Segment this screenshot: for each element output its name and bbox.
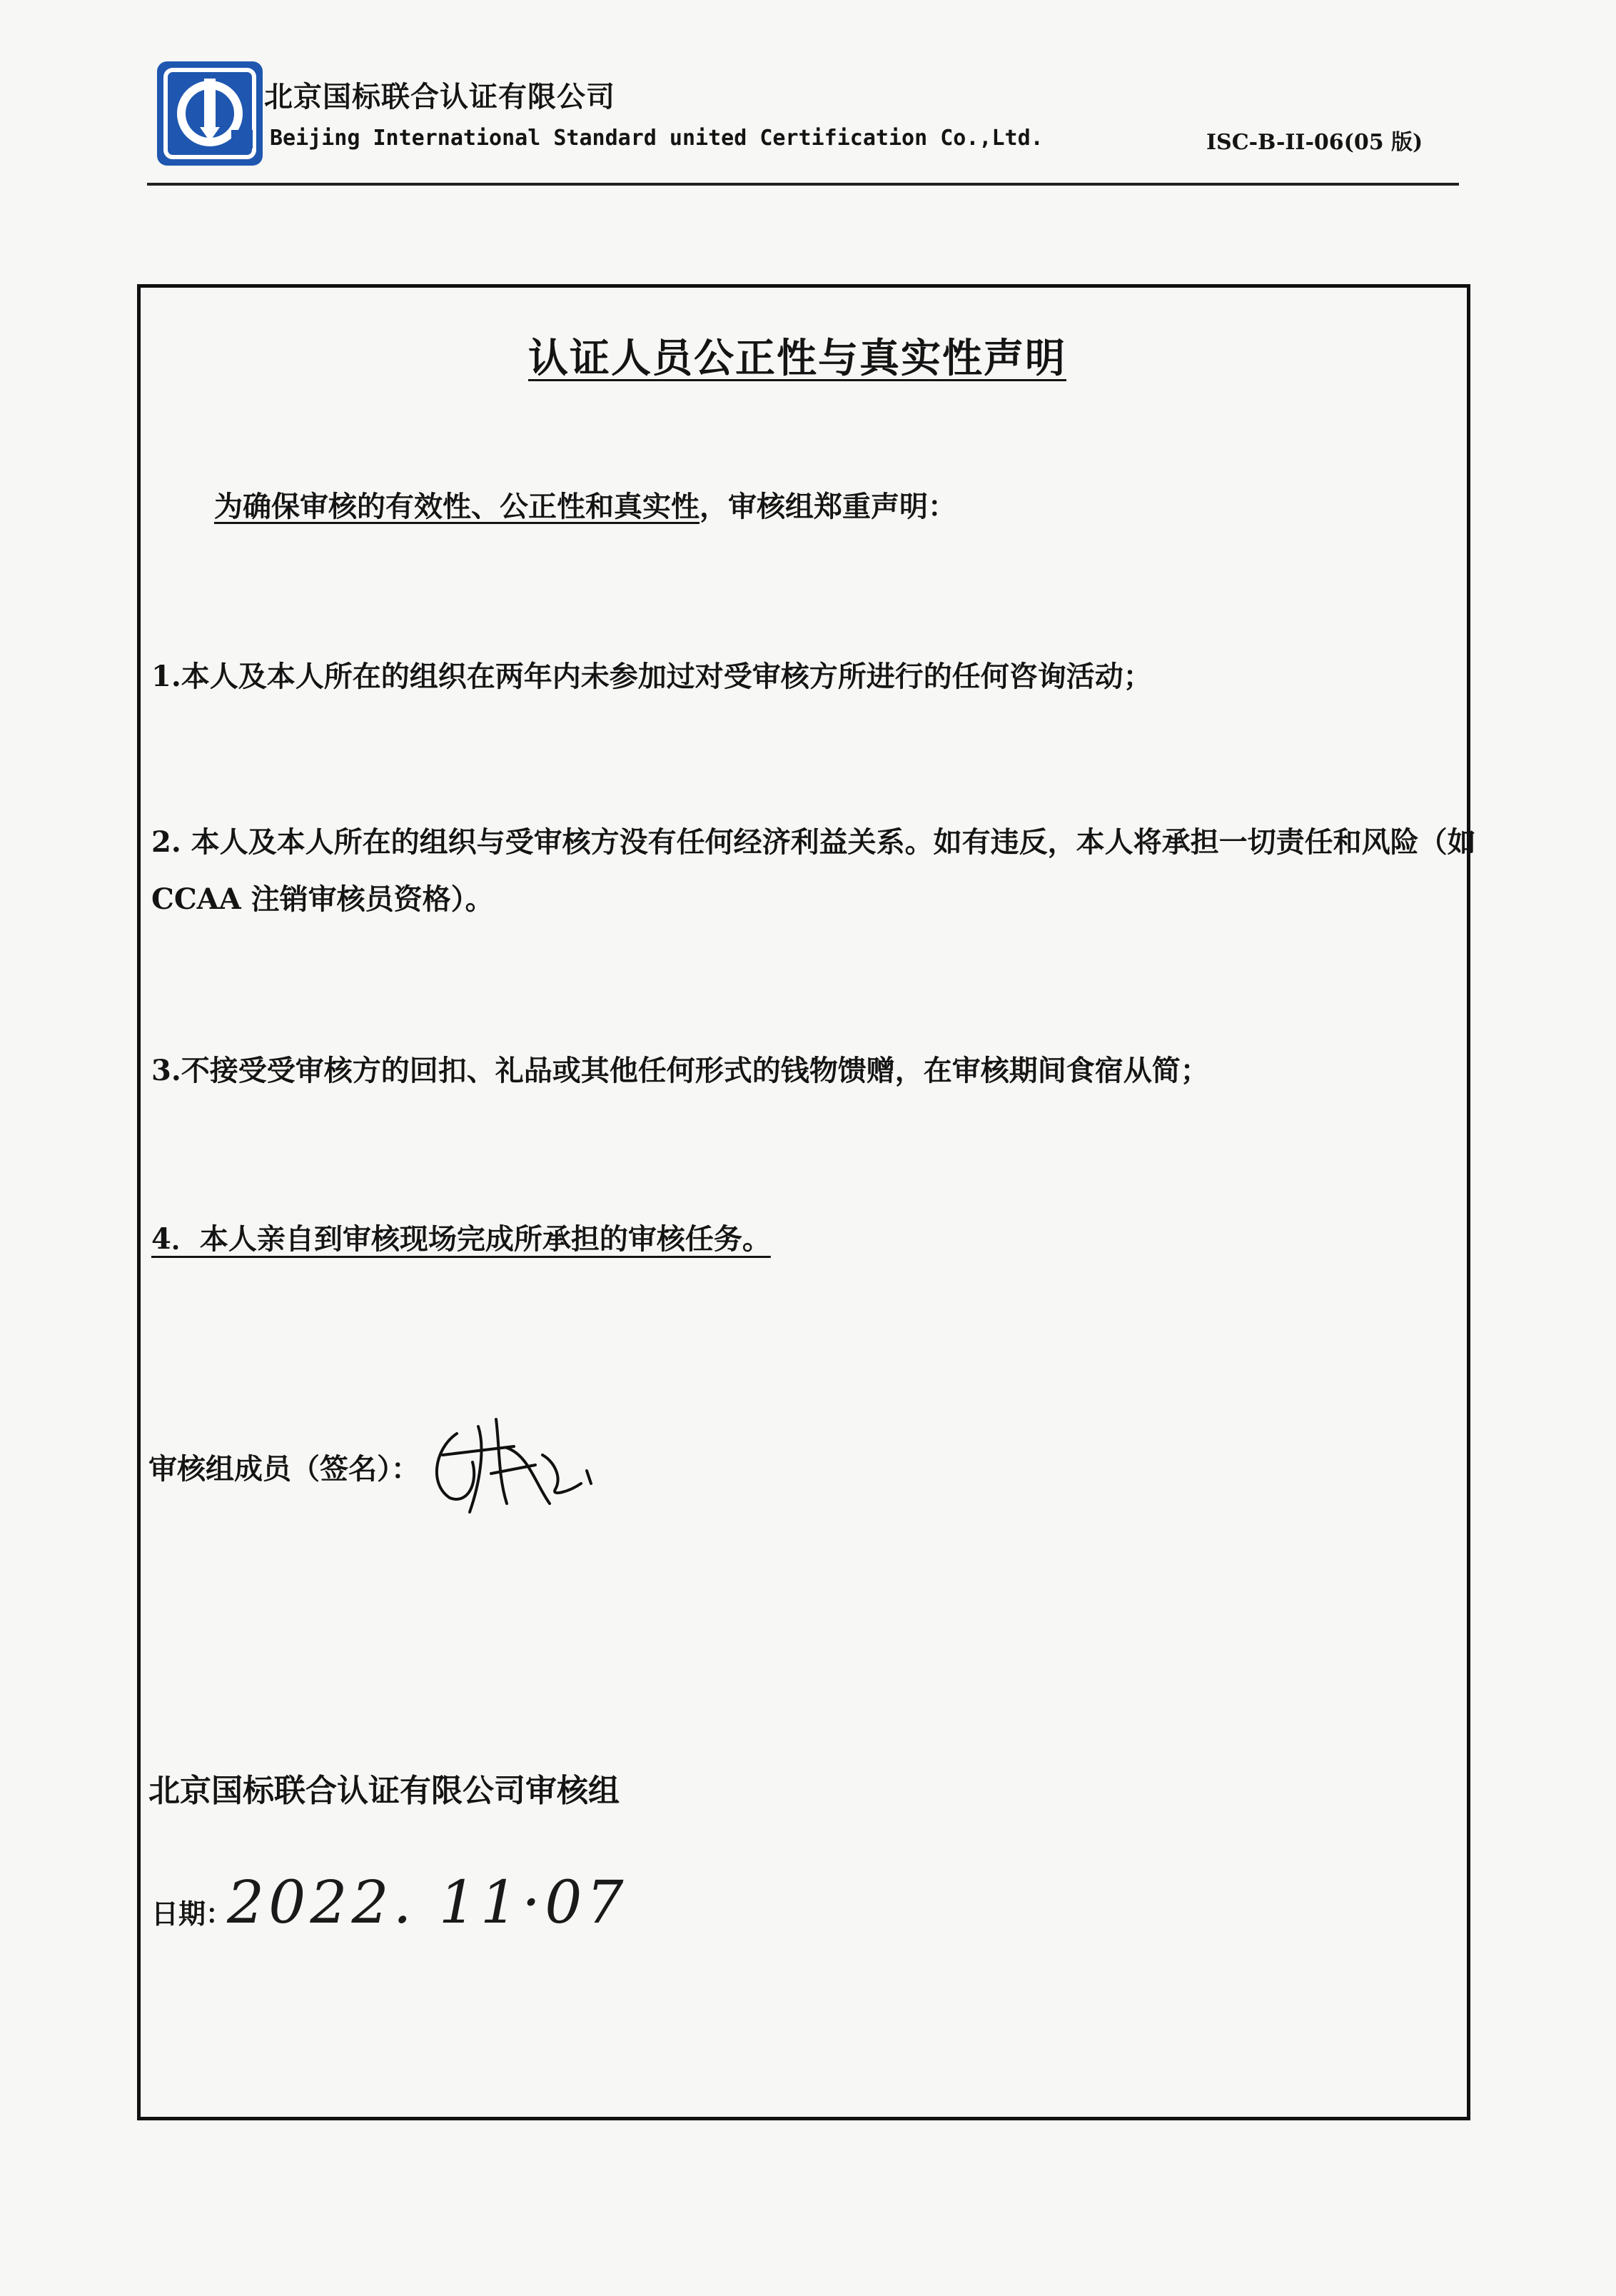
declaration-item-4: 4．本人亲自到审核现场完成所承担的审核任务。 (151, 1222, 771, 1256)
signature-label: 审核组成员（签名）： (148, 1452, 420, 1486)
document-code: ISC-B-II-06(05 版) (1206, 130, 1423, 155)
header-divider (147, 183, 1459, 186)
date-label: 日期： (151, 1898, 233, 1930)
company-name-en: Beijing International Standard united Certification Co.,Ltd. (270, 126, 1044, 151)
company-name-cn: 北京国标联合认证有限公司 (264, 80, 615, 114)
intro-underlined: 为确保审核的有效性、公正性和真实性 (214, 490, 700, 523)
declaration-item-2: 2. 本人及本人所在的组织与受审核方没有任何经济利益关系。如有违反，本人将承担一切责任和风险（如 CCAA 注销审核员资格）。 (151, 825, 1476, 916)
date-value: 2022. 11·07 (227, 1869, 628, 1937)
intro-statement (214, 484, 956, 525)
declaration-item-1: 1.本人及本人所在的组织在两年内未参加过对受审核方所进行的任何咨询活动； (151, 660, 1152, 693)
declaration-frame (137, 284, 1470, 2120)
company-logo-icon (157, 61, 263, 166)
declaration-item-3: 3.不接受受审核方的回扣、礼品或其他任何形式的钱物馈赠，在审核期间食宿从简； (151, 1054, 1209, 1087)
intro-rest: ，审核组郑重声明： (700, 490, 956, 523)
organization-name: 北京国标联合认证有限公司审核组 (148, 1773, 620, 1809)
page-title: 认证人员公正性与真实性声明 (528, 336, 1066, 382)
handwritten-signature-icon (428, 1405, 600, 1519)
